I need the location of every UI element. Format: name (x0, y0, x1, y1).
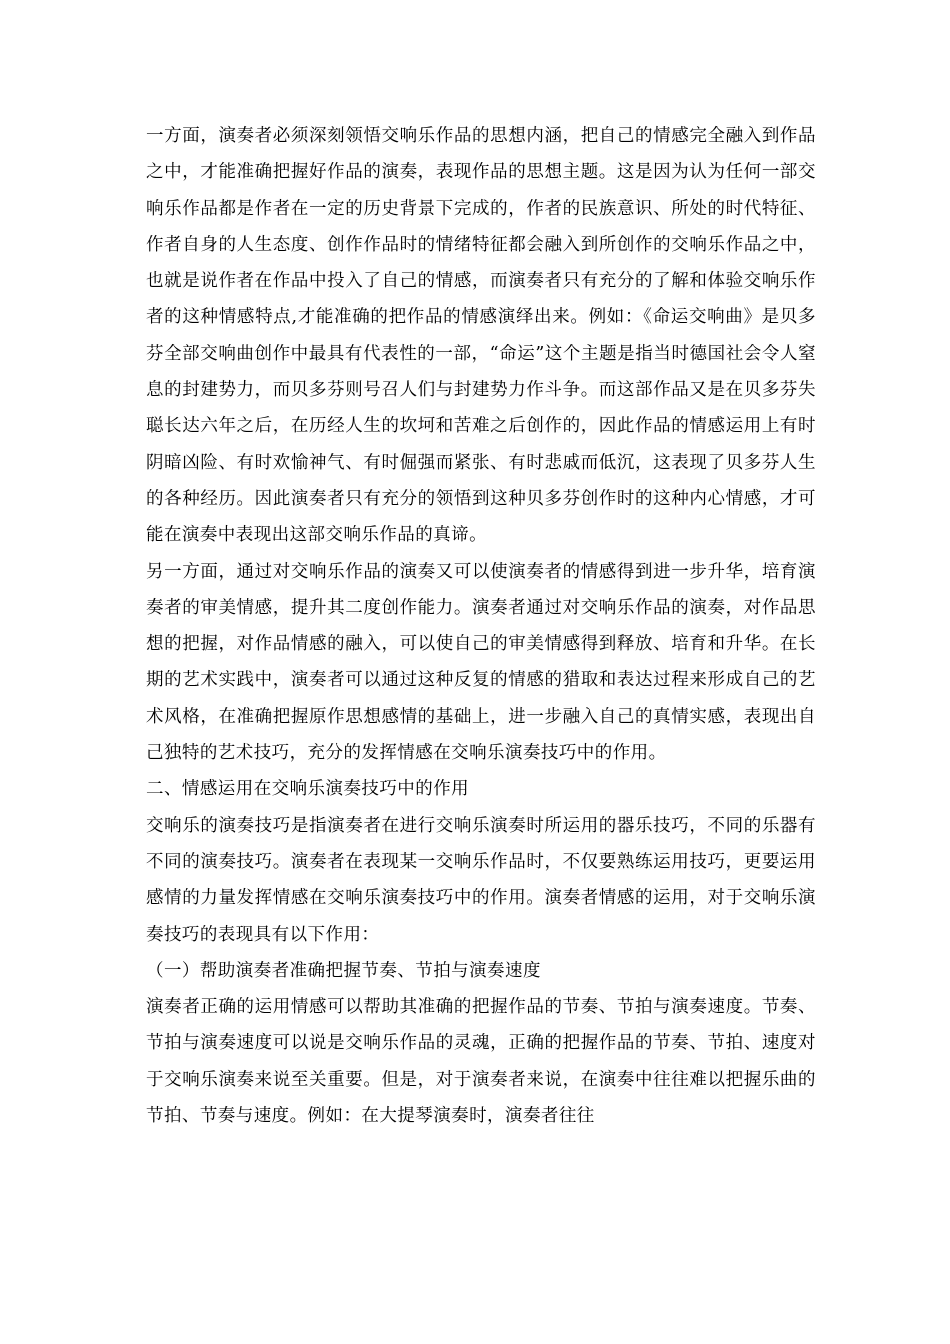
subsection-heading: （一）帮助演奏者准确把握节奏、节拍与演奏速度 (146, 960, 541, 981)
section-paragraph: 交响乐的演奏技巧是指演奏者在进行交响乐演奏时所运用的器乐技巧，不同的乐器有不同的演奏技巧。演奏者在表现某一交响乐作品时，不仅要熟练运用技巧，更要运用感情的力量发挥情感在交响乐演奏技巧中的作用。演奏者情感的运用，对于交响乐演奏技巧的表现具有以下作用： (146, 815, 816, 945)
section-heading: 二、情感运用在交响乐演奏技巧中的作用 (146, 779, 470, 800)
document-body (146, 118, 816, 1134)
subsection-paragraph: 演奏者正确的运用情感可以帮助其准确的把握作品的节奏、节拍与演奏速度。节奏、节拍与演奏速度可以说是交响乐作品的灵魂，正确的把握作品的节奏、节拍、速度对于交响乐演奏来说至关重要。但是，对于演奏者来说，在演奏中往往难以把握乐曲的节拍、节奏与速度。例如：在大提琴演奏时，演奏者往往 (146, 997, 816, 1127)
body-paragraph-1: 一方面，演奏者必须深刻领悟交响乐作品的思想内涵，把自己的情感完全融入到作品之中，才能准确把握好作品的演奏，表现作品的思想主题。这是因为认为任何一部交响乐作品都是作者在一定的历史背景下完成的，作者的民族意识、所处的时代特征、作者自身的人生态度、创作作品时的情绪特征都会融入到所创作的交响乐作品之中，也就是说作者在作品中投入了自己的情感，而演奏者只有充分的了解和体验交响乐作者的这种情感特点,才能准确的把作品的情感演绎出来。例如：《命运交响曲》是贝多芬全部交响曲创作中最具有代表性的一部，“命运”这个主题是指当时德国社会令人窒息的封建势力，而贝多芬则号召人们与封建势力作斗争。而这部作品又是在贝多芬失聪长达六年之后，在历经人生的坎坷和苦难之后创作的，因此作品的情感运用上有时阴暗凶险、有时欢愉神气、有时倔强而紧张、有时悲戚而低沉，这表现了贝多芬人生的各种经历。因此演奏者只有充分的领悟到这种贝多芬创作时的这种内心情感，才可能在演奏中表现出这部交响乐作品的真谛。 (146, 126, 816, 546)
body-paragraph-2: 另一方面，通过对交响乐作品的演奏又可以使演奏者的情感得到进一步升华，培育演奏者的审美情感，提升其二度创作能力。演奏者通过对交响乐作品的演奏，对作品思想的把握，对作品情感的融入，可以使自己的审美情感得到释放、培育和升华。在长期的艺术实践中，演奏者可以通过这种反复的情感的猎取和表达过程来形成自己的艺术风格，在准确把握原作思想感情的基础上，进一步融入自己的真情实感，表现出自己独特的艺术技巧，充分的发挥情感在交响乐演奏技巧中的作用。 (146, 561, 816, 764)
